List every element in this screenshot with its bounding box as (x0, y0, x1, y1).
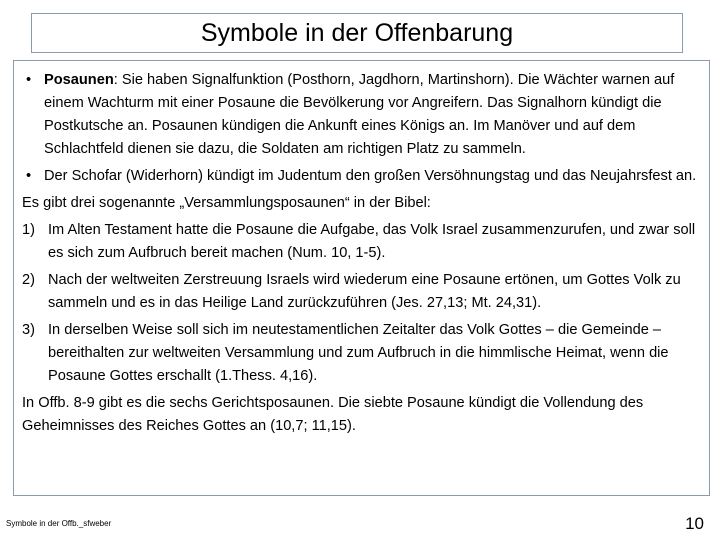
bullet-marker: • (26, 168, 32, 184)
slide-title: Symbole in der Offenbarung (200, 18, 514, 47)
slide-content (13, 60, 710, 496)
numbered-item-1 (22, 219, 701, 265)
bullet-schofar (22, 165, 701, 188)
number-marker: 3) (22, 322, 35, 338)
numbered-text: Nach der weltweiten Zerstreuung Israels wird wiederum eine Posaune ertönen, um Gottes Volk zu sammeln und es in das Heilige Land zurückzuführen (Jes. 27,13; Mt. 24,31). (48, 272, 681, 311)
bullet-text: : Sie haben Signalfunktion (Posthorn, Jagdhorn, Martinshorn). Die Wächter warnen auf einem Wachturm mit einer Posaune die Bevölkerung vor Angreifern. Das Signalhorn kündigt die Postkutsche an. Posaunen kündigen die Ankunft eines Königs an. Im Manöver und auf dem Schlachtfeld dienen sie dazu, die Soldaten am richtigen Platz zu sammeln. (44, 72, 675, 157)
number-marker: 1) (22, 222, 35, 238)
bullet-term: Posaunen (44, 72, 114, 88)
number-marker: 2) (22, 272, 35, 288)
numbered-text: Im Alten Testament hatte die Posaune die Aufgabe, das Volk Israel zusammenzurufen, und zwar soll es sich zum Aufbruch bereit machen (Num. 10, 1‑5). (48, 222, 696, 261)
page-number: 10 (685, 514, 704, 533)
numbered-item-3 (22, 319, 701, 388)
closing-text: In Offb. 8-9 gibt es die sechs Gerichtsposaunen. Die siebte Posaune kündigt die Vollendung des Geheimnisses des Reiches Gottes an (10,7; 11,15). (22, 395, 644, 434)
bullet-marker: • (26, 72, 32, 88)
intro-text: Es gibt drei sogenannte „Versammlungsposaunen“ in der Bibel: (22, 195, 431, 211)
footer-source: Symbole in der Offb._sfweber (6, 519, 112, 528)
numbered-text: In derselben Weise soll sich im neutestamentlichen Zeitalter das Volk Gottes – die Gemeinde – bereithalten zur weltweiten Versammlung und zum Aufbruch in die himmlische Heimat, wenn die Posaune Gottes erschallt (1.Thess. 4,16). (48, 322, 669, 384)
bullet-text: Der Schofar (Widerhorn) kündigt im Judentum den großen Versöhnungstag und das Neujahrsfest an. (44, 168, 697, 184)
slide-title-box (31, 13, 683, 53)
bullet-posaunen (22, 69, 701, 161)
numbered-item-2 (22, 269, 701, 315)
